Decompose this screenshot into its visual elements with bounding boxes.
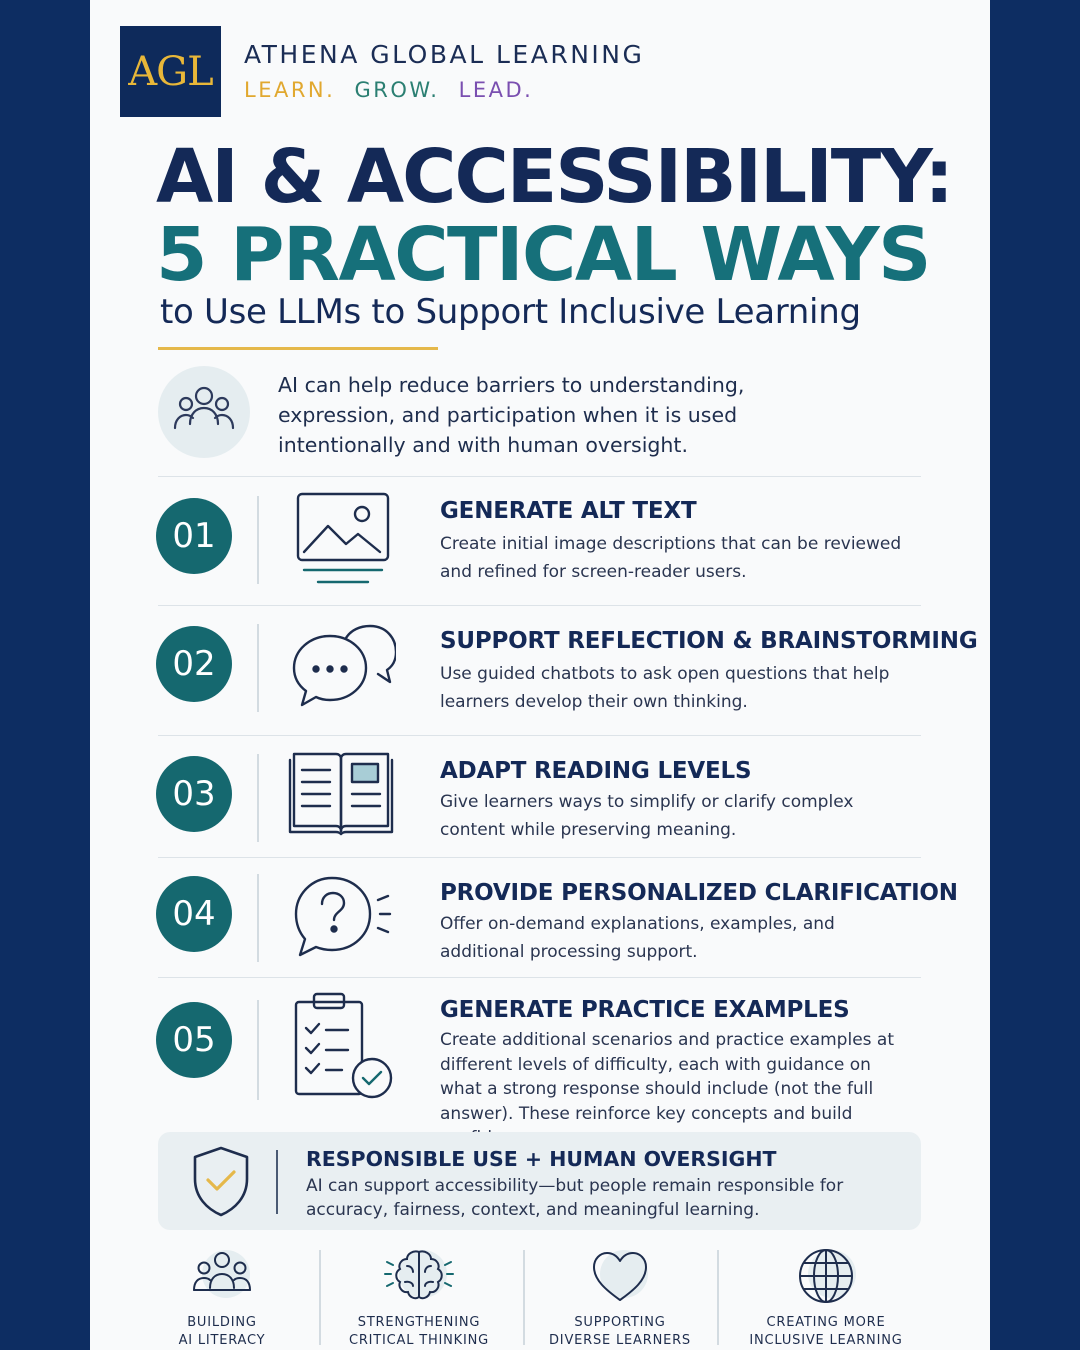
step-separator [257, 874, 259, 962]
agl-logo [120, 26, 221, 117]
step-number: 02 [156, 626, 232, 702]
title-line-2: 5 PRACTICAL WAYS [156, 212, 930, 298]
intro-text: AI can help reduce barriers to understanding, expression, and participation when it is used intentionally and with human oversight. [278, 373, 745, 457]
step-description: Create additional scenarios and practice examples at different levels of difficulty, each with guidance on what a strong response should include (not the full answer). These reinforce key concepts and build [440, 1030, 894, 1124]
logo-text: AGL [128, 48, 213, 95]
divider [158, 857, 921, 858]
infographic-page [90, 0, 990, 1350]
step-separator [257, 754, 259, 842]
step-description: Use guided chatbots to ask open questions that help learners develop their own thinking. [440, 664, 890, 712]
open-book-icon [286, 748, 396, 848]
tagline-grow: GROW. [354, 78, 440, 102]
step-description: Give learners ways to simplify or clarify complex content while preserving meaning. [440, 792, 854, 840]
step-number: 01 [156, 498, 232, 574]
title-underline [158, 347, 438, 350]
footer-label-line-2: AI LITERACY [178, 1333, 266, 1348]
footer-item-inclusive-learning [726, 1246, 926, 1350]
tagline [244, 78, 543, 102]
divider [158, 476, 921, 477]
footer-label [726, 1314, 926, 1350]
chat-bubbles-icon [286, 618, 396, 718]
step-description: Create initial image descriptions that can be reviewed and refined for screen-reader users. [440, 534, 902, 582]
step-number: 03 [156, 756, 232, 832]
title-line-1: AI & ACCESSIBILITY: [156, 134, 952, 220]
footer-item-critical-thinking [319, 1246, 519, 1350]
globe-icon [786, 1246, 866, 1308]
people-group-icon [182, 1246, 262, 1308]
footer-label-line-1: CREATING MORE [766, 1315, 886, 1330]
step-title: GENERATE ALT TEXT [440, 498, 697, 524]
heart-icon [580, 1246, 660, 1308]
footer-label [319, 1314, 519, 1350]
step-title: GENERATE PRACTICE EXAMPLES [440, 997, 850, 1023]
step-number: 04 [156, 876, 232, 952]
footer-label-line-2: DIVERSE LEARNERS [549, 1333, 691, 1348]
responsible-separator [276, 1150, 278, 1214]
step-separator [257, 624, 259, 712]
footer-separator [717, 1250, 719, 1345]
footer-label-line-2: CRITICAL THINKING [348, 1333, 490, 1348]
responsible-title: RESPONSIBLE USE + HUMAN OVERSIGHT [306, 1147, 777, 1171]
divider [158, 735, 921, 736]
checklist-icon [286, 992, 396, 1104]
divider [158, 605, 921, 606]
brand-name: ATHENA GLOBAL LEARNING [244, 40, 645, 69]
title-subtitle: to Use LLMs to Support Inclusive Learning [160, 292, 861, 332]
tagline-lead: LEAD. [458, 78, 534, 102]
footer-item-ai-literacy [122, 1246, 322, 1350]
divider [158, 977, 921, 978]
footer-label-line-1: SUPPORTING [574, 1315, 666, 1330]
footer-item-diverse-learners [520, 1246, 720, 1350]
responsible-description: AI can support accessibility—but people remain responsible for accuracy, fairness, context, and meaningful learning. [306, 1176, 844, 1220]
step-title: PROVIDE PERSONALIZED CLARIFICATION [440, 880, 958, 906]
footer-label [122, 1314, 322, 1350]
step-title: SUPPORT REFLECTION & BRAINSTORMING [440, 628, 978, 654]
people-group-icon [158, 366, 250, 458]
image-monitor-icon [286, 490, 396, 590]
step-separator [257, 496, 259, 584]
tagline-learn: LEARN. [244, 78, 336, 102]
footer-label-line-1: BUILDING [187, 1315, 257, 1330]
footer-label-line-2: INCLUSIVE LEARNING [749, 1333, 903, 1348]
step-description: Offer on-demand explanations, examples, and additional processing support. [440, 914, 835, 962]
step-separator [257, 1000, 259, 1100]
footer-label-line-1: STRENGTHENING [357, 1315, 481, 1330]
question-bubble-icon [286, 870, 396, 970]
step-number: 05 [156, 1002, 232, 1078]
brain-icon [369, 1246, 469, 1308]
shield-check-icon [188, 1142, 254, 1220]
step-title: ADAPT READING LEVELS [440, 758, 752, 784]
footer-label [520, 1314, 720, 1350]
responsible-use-box [158, 1132, 921, 1230]
